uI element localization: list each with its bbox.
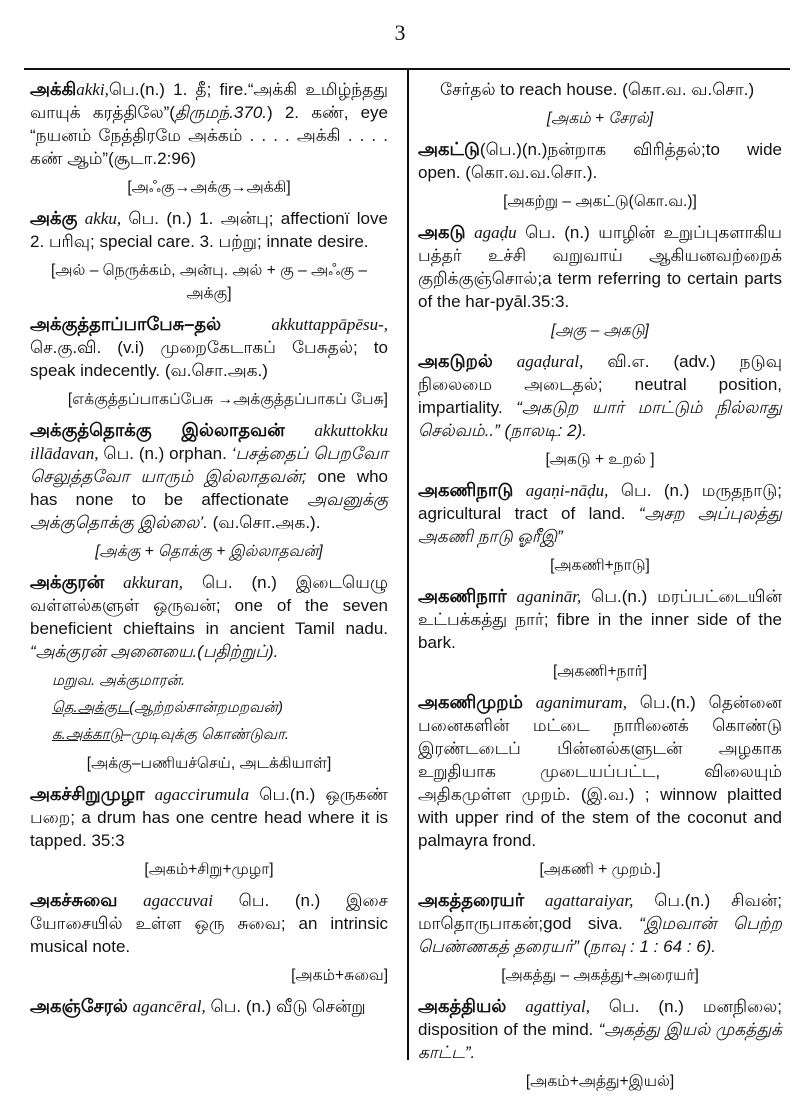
headword: அகணிமுறம் bbox=[418, 692, 524, 712]
transliteration: agattiyal, bbox=[525, 997, 590, 1016]
page-number: 3 bbox=[394, 20, 406, 45]
cognate-telugu bbox=[52, 696, 388, 719]
etymology: [அக்கு–பணியச்செய், அடக்கியாள்] bbox=[86, 755, 332, 772]
reference: திருமந்.370. bbox=[174, 103, 268, 122]
quote: “இமவான் பெற்ற பெண்ணகத் தரையர்” (நாவு : 1 : 64 : 6). bbox=[418, 914, 782, 956]
definition: பெ.(n.) 1. தீ; fire.“அக்கி உமிழ்ந்தது வாயுக் கரத்திலே”( bbox=[30, 80, 388, 122]
cognate-kannada bbox=[52, 723, 388, 746]
headword: அகட்டு bbox=[418, 139, 480, 159]
quote: “அக்குரன் அனையை.(பதிற்றுப்). bbox=[30, 642, 279, 661]
variant: மறுவ. அக்குமாரன். bbox=[52, 672, 186, 689]
headword: அகச்சுவை bbox=[30, 890, 118, 910]
etymology: [அகம்+சிறு+முழா] bbox=[144, 861, 274, 878]
etymology: [எக்குத்தப்பாகப்பேசு →அக்குத்தப்பாகப் பேசு] bbox=[67, 391, 388, 408]
headword: அக்குரன் bbox=[30, 572, 105, 592]
entry-akkuran bbox=[30, 571, 388, 775]
quote: “அகடுற யார் மாட்டும் நில்லாது செல்வம்..” (நாலடி: 2). bbox=[418, 398, 782, 440]
right-column bbox=[418, 78, 782, 1101]
headword: அக்கு bbox=[30, 208, 78, 228]
transliteration: agancēral, bbox=[132, 997, 206, 1016]
definition: வி.எ. (adv.) நடுவு நிலைமை அடைதல்; neutral position, impartiality. bbox=[418, 352, 783, 417]
entry-aganinar bbox=[418, 585, 782, 683]
etymology: [அல் – நெருக்கம், அன்பு. அல் + கு – அஃகு – அக்கு] bbox=[51, 262, 367, 302]
headword: அக்கி bbox=[30, 79, 77, 99]
entry-akki bbox=[30, 78, 388, 199]
etymology: [அஃகு→அக்கு→அக்கி] bbox=[127, 179, 291, 196]
headword: அகணிநாடு bbox=[418, 480, 514, 500]
definition: பெ. (n.) orphan. bbox=[103, 444, 227, 463]
definition: பெ. (n.) மருதநாடு; agricultural tract of land. bbox=[418, 481, 782, 523]
headword: அகத்தரையர் bbox=[418, 890, 525, 910]
headword: அகத்தியல் bbox=[418, 996, 507, 1016]
entry-akkuttappapesu bbox=[30, 313, 388, 411]
etymology: [அகணி+நார்] bbox=[553, 663, 647, 680]
definition: பெ.(n.) ஒருகண் பறை; a drum has one centre head where it is tapped. 35:3 bbox=[30, 785, 388, 850]
definition: பெ. (n.) இடையெழு வள்ளல்களுள் ஒருவன்; one of the seven beneficient chieftains in ancient Tamil nadu. bbox=[30, 573, 388, 638]
headword: அக்குத்தாப்பாபேசு–தல் bbox=[30, 314, 222, 334]
definition-cont: ) 2. கண், eye “நயனம் நேத்திரமே அக்கம் . . . . அக்கி . . . . கண் ஆம்”(சூடா.2:96) bbox=[30, 103, 388, 168]
transliteration: akkuttappāpēsu-, bbox=[271, 315, 388, 334]
cognate-lang: க.அக்காடு bbox=[52, 726, 123, 743]
entry-agattaraiyar bbox=[418, 889, 782, 987]
entry-aganimuram bbox=[418, 691, 782, 881]
transliteration: akkuttokku illādavan, bbox=[30, 421, 388, 463]
definition-cont: one who has none to be affectionate bbox=[30, 467, 389, 509]
entry-akkuttokku bbox=[30, 419, 388, 563]
etymology: [அக்கு + தொக்கு + இல்லாதவன்] bbox=[95, 543, 323, 560]
transliteration: agaḍu bbox=[474, 223, 517, 242]
definition: பெ. (n.) இசை யோசையில் உள்ள ஒரு சுவை; an intrinsic musical note. bbox=[30, 891, 388, 956]
entry-agattiyal bbox=[418, 995, 782, 1093]
entry-akku bbox=[30, 207, 388, 305]
headword: அகடு bbox=[418, 222, 466, 242]
cognate-lang: தெ.அக்குட bbox=[52, 699, 130, 716]
cognate-meaning: (ஆற்றல்சான்றமறவன்) bbox=[129, 699, 283, 716]
transliteration: agaḍural, bbox=[516, 352, 584, 371]
headword: அகஞ்சேரல் bbox=[30, 996, 128, 1016]
transliteration: aganimuram, bbox=[535, 693, 627, 712]
headword: அக்குத்தொக்கு இல்லாதவன் bbox=[30, 420, 285, 440]
etymology: [அகம் + சேரல்] bbox=[546, 110, 654, 127]
entry-agaccirumula bbox=[30, 783, 388, 881]
definition: பெ. (n.) 1. அன்பு; affectionï love 2. பரிவு; special care. 3. பற்று; innate desire. bbox=[30, 209, 388, 251]
transliteration: akki, bbox=[76, 80, 109, 99]
definition: செ.கு.வி. (v.i) முறைகேடாகப் பேசுதல்; to speak indecently. (வ.சொ.அக.) bbox=[30, 338, 388, 380]
entry-aganinadu bbox=[418, 479, 782, 577]
transliteration: aganinār, bbox=[516, 587, 582, 606]
definition: பெ.(n.) சிவன்; மாதொருபாகன்;god siva. bbox=[418, 891, 782, 933]
entry-agancheral bbox=[30, 995, 388, 1018]
etymology: [அகணி + முறம்.] bbox=[539, 861, 661, 878]
entry-agadu bbox=[418, 221, 782, 342]
etymology: [அகடு + உறல் ] bbox=[545, 451, 655, 468]
definition: பெ. (n.) மனநிலை; disposition of the mind. bbox=[418, 997, 783, 1039]
definition: (பெ.)(n.)நன்றாக விரித்தல்;to wide open. (கொ.வ.வ.சொ.). bbox=[418, 140, 782, 182]
etymology: [அகற்று – அகட்டு(கொ.வ.)] bbox=[503, 193, 697, 210]
transliteration: agaccirumula bbox=[154, 785, 250, 804]
headword: அகடுறல் bbox=[418, 351, 493, 371]
entry-agaccuvai bbox=[30, 889, 388, 987]
transliteration: akkuran, bbox=[123, 573, 184, 592]
definition: பெ.(n.) மரப்பட்டையின் உட்பக்கத்து நார்; fibre in the inner side of the bark. bbox=[418, 587, 782, 652]
cognate-meaning: –முடிவுக்கு கொண்டுவா. bbox=[122, 726, 290, 743]
quote: “அசற அப்புலத்து அகணி நாடு ஓரீஇ” bbox=[418, 504, 782, 546]
etymology: [அகம்+அத்து+இயல்] bbox=[525, 1073, 675, 1090]
transliteration: agattaraiyar, bbox=[545, 891, 634, 910]
transliteration: agaṇi-nāḍu, bbox=[525, 481, 609, 500]
headword: அகச்சிறுமுழா bbox=[30, 784, 145, 804]
left-column bbox=[30, 78, 388, 1024]
source: (வ.சொ.அக.). bbox=[212, 513, 321, 532]
quote: ‘பசத்தைப் பெறவோ செலுத்தவோ யாரும் இல்லாதவன்; bbox=[30, 444, 388, 486]
etymology: [அகணி+நாடு] bbox=[550, 557, 650, 574]
transliteration: akku, bbox=[84, 209, 122, 228]
definition: பெ.(n.) தென்னை பனைகளின் மட்டை நாரினைக் கொண்டு இரண்டடைப் பின்னல்களுடன் அழகாக உறுதியாக முடையப்பட்ட, விலையும் அதிகமுள்ள முறம். (இ.வ.) ; winnow plaitted with upper rind of the stem of the coconut and palmayra frond. bbox=[418, 693, 782, 850]
entry-agadural bbox=[418, 350, 782, 471]
entry-agattu bbox=[418, 138, 782, 213]
headword: அகணிநார் bbox=[418, 586, 507, 606]
etymology: [அகத்து – அகத்து+அரையர்] bbox=[501, 967, 699, 984]
definition-cont: சேர்தல் to reach house. (கொ.வ. வ.சொ.) bbox=[440, 80, 755, 99]
transliteration: agaccuvai bbox=[143, 891, 213, 910]
column-divider bbox=[407, 70, 409, 1060]
quote: அவனுக்கு அக்குதொக்கு இல்லை’. bbox=[30, 490, 388, 532]
definition: பெ. (n.) வீடு சென்று bbox=[210, 997, 366, 1016]
entry-agancheral-cont bbox=[418, 78, 782, 130]
etymology: [அகம்+சுவை] bbox=[291, 967, 388, 984]
quote: “அகத்து இயல் முகத்துக் காட்ட”. bbox=[418, 1020, 782, 1062]
definition: பெ. (n.) யாழின் உறுப்புகளாகிய பத்தர் உச்சி வறுவாய் ஆகியனவற்றைக் குறிக்குஞ்சொல்;a term referring to certain parts of the har-pyāl.35:3. bbox=[418, 223, 782, 311]
etymology: [அகு – அகடு] bbox=[551, 322, 649, 339]
